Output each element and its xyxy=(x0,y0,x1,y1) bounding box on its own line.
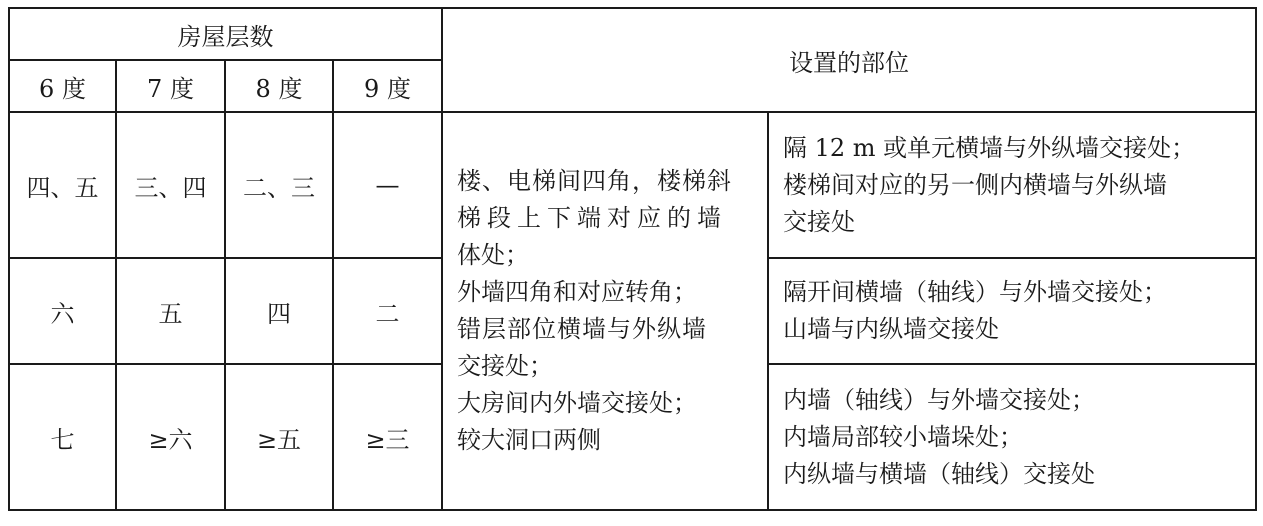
floors-cell: ≥三 xyxy=(333,364,442,510)
location-line: 内墙（轴线）与外墙交接处； xyxy=(783,385,1095,414)
location-line: 内墙局部较小墙垛处； xyxy=(783,422,1023,451)
location-line: 隔开间横墙（轴线）与外墙交接处； xyxy=(783,278,1167,306)
floors-cell: ≥五 xyxy=(225,364,333,510)
intensity-9-header: 9 度 xyxy=(333,60,442,112)
location-line: 楼梯间对应的另一侧内横墙与外纵墙 xyxy=(783,170,1167,199)
common-location-line: 大房间内外墙交接处； xyxy=(457,389,697,417)
floors-cell: 二、三 xyxy=(225,112,333,258)
common-location-line: 外墙四角和对应转角； xyxy=(457,278,697,306)
floors-cell: ≥六 xyxy=(116,364,225,510)
table-container xyxy=(8,7,1257,511)
common-locations-cell xyxy=(442,112,768,510)
common-location-line: 交接处； xyxy=(457,352,553,380)
floors-cell: 二 xyxy=(333,258,442,364)
floors-cell: 七 xyxy=(9,364,116,510)
common-location-line: 梯段上下端对应的墙 xyxy=(457,204,727,232)
common-location-line: 较大洞口两侧 xyxy=(457,426,601,454)
location-header: 设置的部位 xyxy=(442,8,1256,112)
table-row xyxy=(9,112,1256,258)
common-location-line: 体处； xyxy=(457,241,529,269)
location-line: 内纵墙与横墙（轴线）交接处 xyxy=(783,459,1095,488)
location-cell xyxy=(768,364,1256,510)
location-cell xyxy=(768,112,1256,258)
constructional-column-table xyxy=(8,7,1257,511)
floors-cell: 四、五 xyxy=(9,112,116,258)
intensity-8-header: 8 度 xyxy=(225,60,333,112)
floors-cell: — xyxy=(333,112,442,258)
floors-cell: 四 xyxy=(225,258,333,364)
location-line: 交接处 xyxy=(783,207,855,236)
intensity-6-header: 6 度 xyxy=(9,60,116,112)
floors-cell: 六 xyxy=(9,258,116,364)
floors-header: 房屋层数 xyxy=(9,8,442,60)
common-location-line: 错层部位横墙与外纵墙 xyxy=(457,315,707,343)
location-line: 山墙与内纵墙交接处 xyxy=(783,315,999,343)
common-location-line: 楼、电梯间四角，楼梯斜 xyxy=(457,167,732,195)
intensity-7-header: 7 度 xyxy=(116,60,225,112)
location-line: 隔 12 m 或单元横墙与外纵墙交接处； xyxy=(783,133,1196,162)
location-cell xyxy=(768,258,1256,364)
floors-cell: 三、四 xyxy=(116,112,225,258)
floors-cell: 五 xyxy=(116,258,225,364)
